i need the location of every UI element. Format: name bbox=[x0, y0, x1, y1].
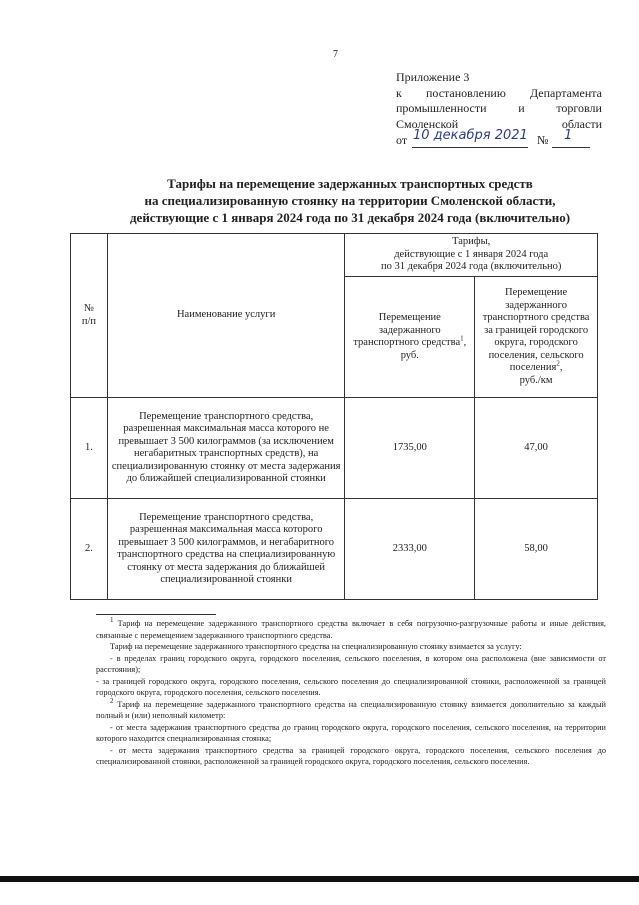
date-prefix: от bbox=[396, 133, 408, 147]
appendix-line-4: Смоленской области bbox=[396, 116, 602, 131]
header-price: Перемещение задержанного транспортного средства$^1$, руб. bbox=[345, 277, 475, 398]
tariffs-table bbox=[70, 233, 598, 600]
header-price-per-km: Перемещение задержанного транспортного средства за границей городского округа, городского поселения, сельского поселения$^2$, руб./км bbox=[475, 277, 598, 398]
footnotes bbox=[96, 618, 606, 768]
header-service: Наименование услуги bbox=[107, 234, 344, 398]
table-row bbox=[71, 499, 598, 600]
footnote-paragraph: - от места задержания транспортного средства за границей городского округа, городского поселения, сельского поселения до специализированной стоянки, расположенной за границей городского округа, городского поселения, сельского поселения. bbox=[96, 745, 606, 766]
table-row bbox=[71, 398, 598, 499]
handwritten-date: 10 декабря 2021 bbox=[413, 128, 528, 143]
appendix-line-2: к постановлению Департамента bbox=[396, 85, 602, 100]
row-price-per-km: 47,00 bbox=[475, 398, 598, 499]
date-underline bbox=[412, 147, 528, 148]
footnote-paragraph: - от места задержания транспортного средства до границ городского округа, городского поселения, сельского поселения, на территории которого находится специализированная стоянка; bbox=[96, 722, 606, 743]
footnote-separator bbox=[96, 614, 216, 615]
footnote-1: $^1$ Тариф на перемещение задержанного транспортного средства включает в себя погрузочно-разгрузочные работы и иные действия, связанные с перемещением задержанного транспортного средства. bbox=[96, 616, 606, 640]
appendix-title: Приложение 3 bbox=[396, 70, 470, 84]
document-title: Тарифы на перемещение задержанных транспортных средств на специализированную стоянку на территории Смоленской области, действующие с 1 января 2024 года по 31 декабря 2024 года (включительно) bbox=[129, 176, 571, 225]
number-prefix: № bbox=[537, 133, 549, 147]
footnote-paragraph: - в пределах границ городского округа, городского поселения, сельского поселения, в котором она расположена (вне зависимости от расстояния); bbox=[96, 653, 606, 674]
handwritten-number: 1 bbox=[564, 128, 573, 143]
appendix-date-row bbox=[396, 128, 602, 150]
header-number: № п/п bbox=[71, 234, 108, 398]
row-service: Перемещение транспортного средства, разрешенная максимальная масса которого превышает 3 500 килограммов, и негабаритного транспортного средства на специализированную стоянку от места задержания до ближайшей специализированной стоянки bbox=[107, 499, 344, 600]
row-price-per-km: 58,00 bbox=[475, 499, 598, 600]
footnote-2: $^2$ Тариф на перемещение задержанного транспортного средства на специализированную стоянку взимается дополнительно за каждый полный и (или) неполный километр: bbox=[96, 696, 606, 720]
row-price: 1735,00 bbox=[345, 398, 475, 499]
row-price: 2333,00 bbox=[345, 499, 475, 600]
appendix-line-3: промышленности и торговли bbox=[396, 101, 602, 115]
page-number: 7 bbox=[333, 49, 338, 60]
footnote-paragraph: - за границей городского округа, городского поселения, сельского поселения до специализированной стоянки, расположенной за границей городского округа, городского поселения, сельского поселения. bbox=[96, 676, 606, 697]
row-number: 2. bbox=[71, 499, 108, 600]
row-number: 1. bbox=[71, 398, 108, 499]
number-underline bbox=[552, 147, 590, 148]
scan-bottom-edge bbox=[0, 876, 639, 882]
appendix-header bbox=[396, 70, 602, 150]
header-tariffs: Тарифы, действующие с 1 января 2024 года по 31 декабря 2024 года (включительно) bbox=[345, 234, 598, 277]
table-header-row bbox=[71, 234, 598, 277]
row-service: Перемещение транспортного средства, разрешенная максимальная масса которого не превышает 3 500 килограммов (за исключением негабаритных транспортных средств), на специализированную стоянку от места задержания до ближайшей специализированной стоянки bbox=[107, 398, 344, 499]
footnote-paragraph: Тариф на перемещение задержанного транспортного средства на специализированную стоянку взимается за услугу: bbox=[110, 642, 522, 651]
